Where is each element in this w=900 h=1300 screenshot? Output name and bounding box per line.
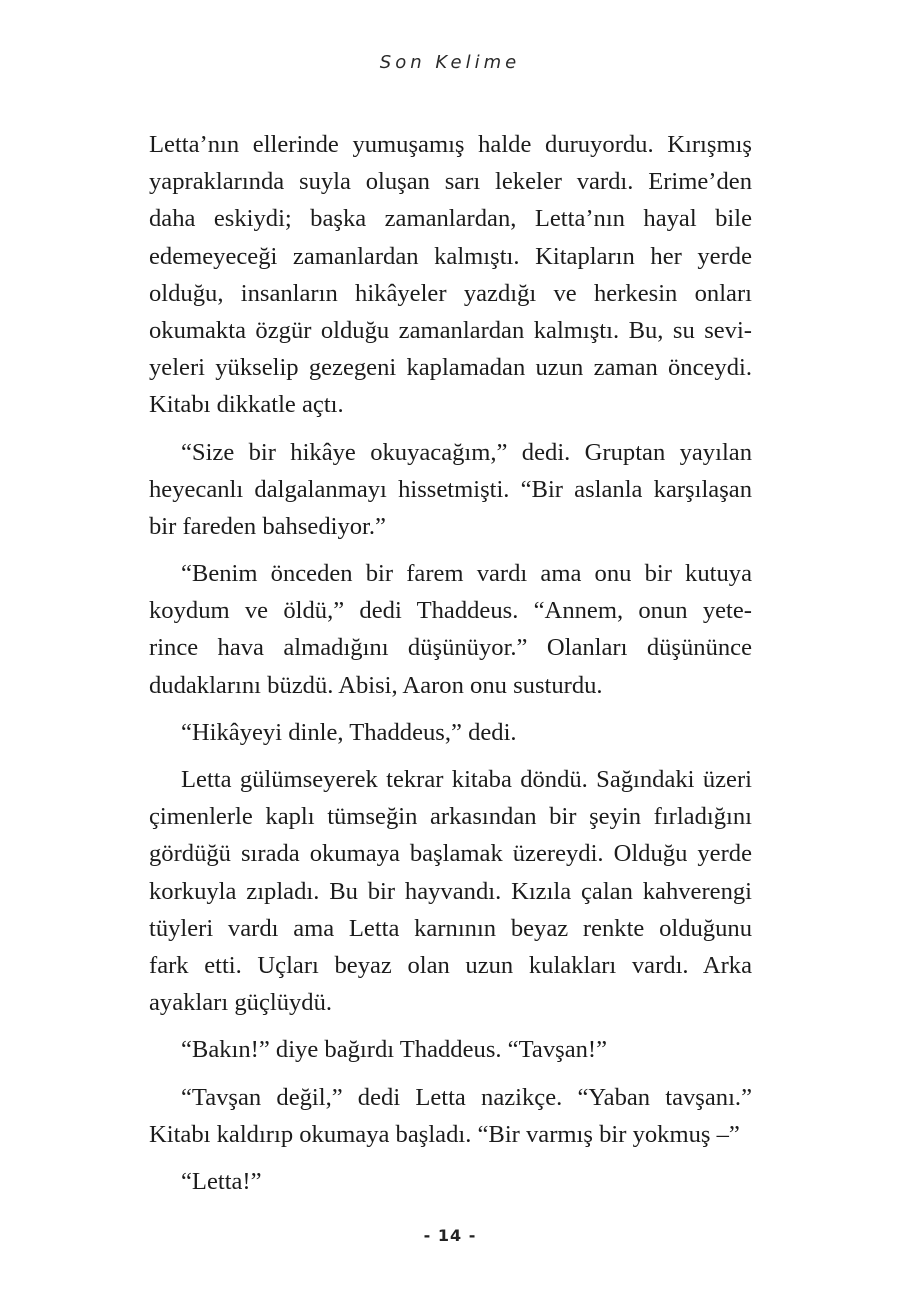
text-line: “Tavşan değil,” dedi Letta nazikçe. “Yaban tavşanı.”	[181, 1083, 752, 1111]
text-line: Letta’nın ellerinde yumuşamış halde duruyordu. Kırışmış	[149, 131, 752, 158]
text-line: çimenlerle kaplı tümseğin arkasından bir şeyin fırladığını	[149, 803, 752, 831]
paragraph	[149, 761, 752, 1021]
text-line: koydum ve öldü,” dedi Thaddeus. “Annem, onun yete-	[149, 597, 752, 625]
text-line: “Bakın!” diye bağırdı Thaddeus. “Tavşan!”	[181, 1036, 608, 1064]
paragraph	[149, 126, 752, 424]
paragraph	[149, 714, 752, 751]
text-line: tüyleri vardı ama Letta karnının beyaz renkte olduğunu	[149, 914, 752, 942]
text-line: ayakları güçlüydü.	[149, 989, 333, 1017]
text-line: “Size bir hikâye okuyacağım,” dedi. Gruptan yayılan	[181, 438, 752, 466]
running-header-title: Son Kelime	[379, 52, 521, 73]
text-line: Kitabı dikkatle açtı.	[149, 391, 344, 419]
paragraph	[149, 555, 752, 704]
text-line: yapraklarında suyla oluşan sarı lekeler vardı. Erime’den	[149, 168, 752, 196]
text-line: gördüğü sırada okumaya başlamak üzereydi. Olduğu yerde	[149, 840, 752, 868]
text-line: “Letta!”	[181, 1167, 262, 1195]
text-line: fark etti. Uçları beyaz olan uzun kulakları vardı. Arka	[149, 951, 752, 979]
text-line: daha eskiydi; başka zamanlardan, Letta’nın hayal bile	[149, 205, 752, 233]
text-line: heyecanlı dalgalanmayı hissetmişti. “Bir aslanla karşılaşan	[149, 475, 752, 503]
text-line: okumakta özgür olduğu zamanlardan kalmıştı. Bu, su sevi-	[149, 316, 752, 344]
page-number: - 14 -	[423, 1226, 477, 1245]
text-line: olduğu, insanların hikâyeler yazdığı ve herkesin onları	[149, 279, 752, 307]
text-line: dudaklarını büzdü. Abisi, Aaron onu susturdu.	[149, 671, 603, 699]
text-line: edemeyeceği zamanlardan kalmıştı. Kitapların her yerde	[149, 242, 752, 270]
text-line: bir fareden bahsediyor.”	[149, 512, 386, 540]
text-line: yeleri yükselip gezegeni kaplamadan uzun zaman önceydi.	[149, 354, 752, 382]
body-text	[149, 126, 752, 1210]
text-line: Kitabı kaldırıp okumaya başladı. “Bir varmış bir yokmuş –”	[149, 1120, 740, 1148]
text-line: “Benim önceden bir farem vardı ama onu bir kutuya	[181, 560, 752, 588]
paragraph	[149, 1031, 752, 1068]
paragraph	[149, 1163, 752, 1200]
text-line: “Hikâyeyi dinle, Thaddeus,” dedi.	[181, 718, 517, 746]
text-line: rince hava almadığını düşünüyor.” Olanları düşününce	[149, 634, 752, 662]
paragraph	[149, 434, 752, 546]
text-line: korkuyla zıpladı. Bu bir hayvandı. Kızıla çalan kahverengi	[149, 877, 752, 905]
text-line: Letta gülümseyerek tekrar kitaba döndü. Sağındaki üzeri	[181, 766, 752, 793]
paragraph	[149, 1079, 752, 1153]
